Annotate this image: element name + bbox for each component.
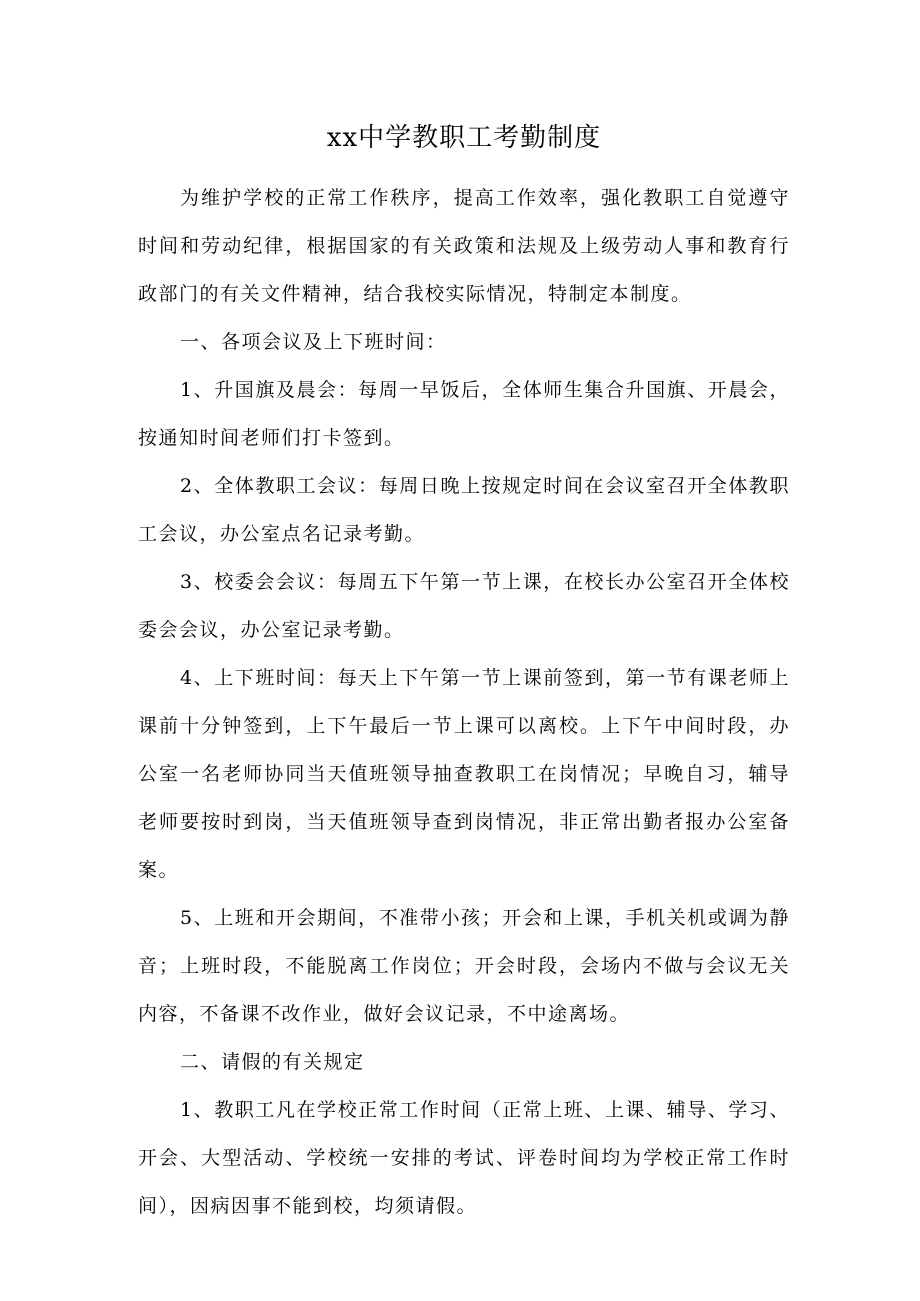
- paragraph-item-2-1: 1、教职工凡在学校正常工作时间（正常上班、上课、辅导、学习、开会、大型活动、学校统一安排的考试、评卷时间均为学校正常工作时间），因病因事不能到校，均须请假。: [138, 1099, 790, 1217]
- paragraph-item-1-2: 2、全体教职工会议：每周日晚上按规定时间在会议室召开全体教职工会议，办公室点名记录考勤。: [138, 475, 790, 545]
- section-heading-2: 二、请假的有关规定: [180, 1051, 365, 1073]
- document-body: [138, 174, 790, 1230]
- document-title: xx中学教职工考勤制度: [326, 123, 602, 153]
- paragraph-item-1-3: 3、校委会会议：每周五下午第一节上课，在校长办公室召开全体校委会会议，办公室记录考勤。: [138, 571, 790, 641]
- paragraph-item-1-5: 5、上班和开会期间，不准带小孩；开会和上课，手机关机或调为静音；上班时段，不能脱离工作岗位；开会时段，会场内不做与会议无关内容，不备课不改作业，做好会议记录，不中途离场。: [138, 907, 790, 1025]
- paragraph-item-1-4: 4、上下班时间：每天上下午第一节上课前签到，第一节有课老师上课前十分钟签到，上下午最后一节上课可以离校。上下午中间时段，办公室一名老师协同当天值班领导抽查教职工在岗情况；早晚自习，辅导老师要按时到岗，当天值班领导查到岗情况，非正常出勤者报办公室备案。: [138, 667, 790, 881]
- paragraph-item-1-1: 1、升国旗及晨会：每周一早饭后，全体师生集合升国旗、开晨会，按通知时间老师们打卡签到。: [138, 379, 790, 449]
- section-heading-1: 一、各项会议及上下班时间：: [180, 331, 447, 353]
- paragraph-intro: 为维护学校的正常工作秩序，提高工作效率，强化教职工自觉遵守时间和劳动纪律，根据国家的有关政策和法规及上级劳动人事和教育行政部门的有关文件精神，结合我校实际情况，特制定本制度。: [138, 187, 790, 305]
